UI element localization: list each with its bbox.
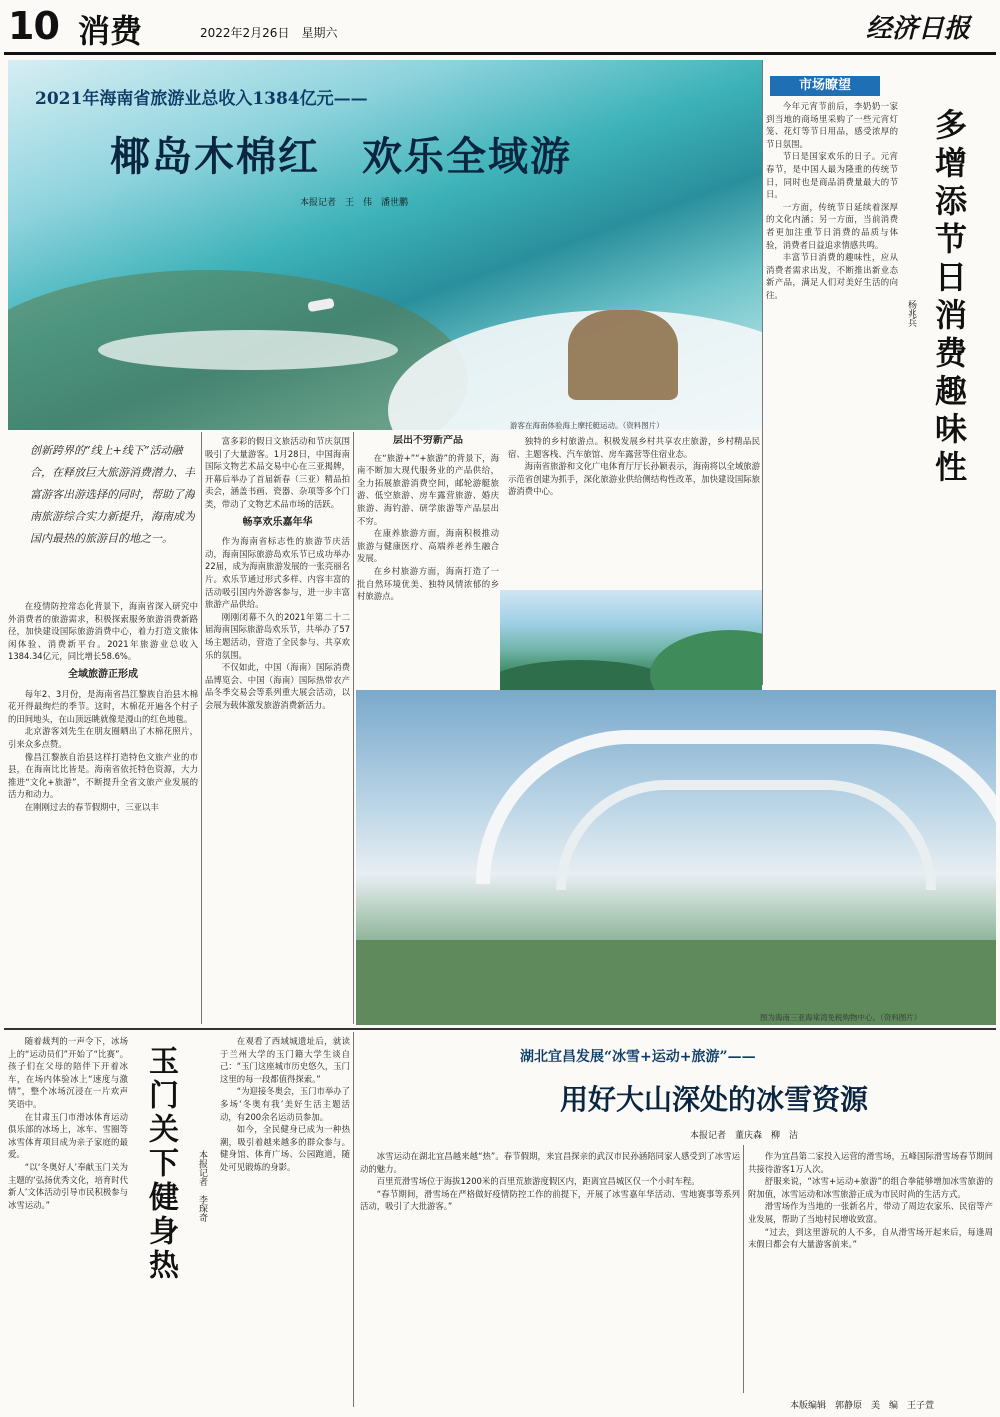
- paragraph: 不仅如此，中国（海南）国际消费品博览会、中国（海南）国际热带农产品冬季交易会等系列重大展会活动，以会展为载体激发旅游消费新活力。: [205, 662, 350, 710]
- market-column-title: 多增添节日消费趣味性: [930, 108, 968, 488]
- paragraph: “为迎接冬奥会，玉门市举办了多场‘冬奥有我’美好生活主题活动，有200余名运动员参加。: [220, 1086, 350, 1122]
- section-rule: [4, 1028, 996, 1030]
- paragraph: 舒服来说，“冰雪+运动+旅游”的组合拳能够增加冰雪旅游的附加值，冰雪运动和冰雪旅游正成为市民时尚的生活方式。: [748, 1176, 993, 1199]
- ice-byline: 本报记者 董庆森 柳 洁: [690, 1131, 799, 1141]
- paragraph: 在康养旅游方面，海南积极推动旅游与健康医疗、高端养老养生融合发展。: [357, 528, 499, 564]
- paragraph: 海南省旅游和文化广电体育厅厅长孙颖表示，海南将以全域旅游示范省创建为抓手，深化旅游业供给侧结构性改革，加快建设国际旅游消费中心。: [508, 461, 760, 497]
- ice-col2: [748, 1150, 993, 1390]
- pull-quote: 创新跨界的“线上+线下”活动融合，在释放巨大旅游消费潜力、丰富游客出游选择的同时，帮助了海南旅游综合实力新提升，海南成为国内最热的旅游目的地之一。: [30, 444, 195, 545]
- yumen-col1: [8, 1035, 128, 1405]
- masthead-rule: [4, 52, 996, 55]
- subhead: 层出不穷新产品: [393, 435, 463, 446]
- top-story-col4: [508, 435, 760, 585]
- subhead: 畅享欢乐嘉年华: [242, 516, 313, 528]
- paragraph: 在观看了西域城遗址后，就读于兰州大学的玉门籍大学生谈自己：“玉门这座城市历史悠久，玉门这里的每一段都值得探索。”: [220, 1036, 350, 1084]
- paragraph: 一方面，传统节日延续着深厚的文化内涵；另一方面，当前消费者更加注重节日消费的品质与体验，消费者日益追求情感共鸣。: [766, 201, 898, 250]
- paragraph: 在刚刚过去的春节假期中，三亚以丰: [24, 801, 159, 812]
- top-story-col1: [8, 600, 198, 1020]
- column-rule: [353, 1032, 354, 1407]
- ice-kicker: 湖北宜昌发展“冰雪+运动+旅游”——: [520, 1049, 756, 1065]
- paragraph: 作为海南省标志性的旅游节庆活动，海南国际旅游岛欢乐节已成功举办22届，成为海南旅游发展的一张亮丽名片。欢乐节通过形式多样、内容丰富的活动吸引国内外游客参与，进一步丰富旅游产品供给。: [205, 536, 350, 610]
- top-story-byline: 本报记者 王 伟 潘世鹏: [300, 198, 409, 208]
- paragraph: “春节期间，滑雪场在严格做好疫情防控工作的前提下，开展了冰雪嘉年华活动、雪地赛事等系列活动，吸引了大批游客。”: [360, 1188, 740, 1212]
- editor-credits: 本版编辑 郭静原 美 编 王子萱: [790, 1401, 935, 1411]
- newspaper-logo: 经济日报: [865, 14, 970, 44]
- paragraph: 在“旅游+”“+旅游”的背景下，海南不断加大现代服务业的产品供给，全力拓展旅游消费空间，邮轮游艇旅游、低空旅游、房车露营旅游、婚庆旅游、海钓游、研学旅游等产品层出不穷。: [357, 452, 499, 526]
- market-column-tag: 市场瞭望: [770, 76, 880, 96]
- top-story-kicker: 2021年海南省旅游业总收入1384亿元——: [35, 89, 368, 109]
- paragraph: “以‘冬奥好人’奉献玉门关为主题的‘弘扬优秀文化，培育时代新人’文体活动引导市民积极参与冰雪运动。”: [8, 1161, 128, 1210]
- column-rule: [353, 432, 354, 1024]
- column-rule: [762, 60, 763, 685]
- paragraph: 今年元宵节前后，李奶奶一家到当地的商场里采购了一些元宵灯笼、花灯等节日用品，感受浓厚的节日氛围。: [766, 101, 898, 149]
- paragraph: 独特的乡村旅游点。积极发展乡村共享农庄旅游，乡村精品民宿、主题客栈、汽车旅馆、房车露营等住宿业态。: [508, 436, 760, 459]
- paragraph: 北京游客刘先生在朋友圈晒出了木棉花照片，引来众多点赞。: [8, 726, 198, 749]
- jetski-photo: [8, 60, 763, 430]
- issue-date: 2022年2月26日 星期六: [200, 26, 338, 40]
- paragraph: 丰富节日消费的趣味性，应从消费者需求出发，不断推出新业态新产品，满足人们对美好生活的向往。: [766, 252, 898, 300]
- top-story-col3: [357, 435, 499, 640]
- paragraph: 随着裁判的一声令下，冰场上的“运动员们”开始了“比赛”。孩子们在父母的陪伴下开着冰车，在场内体验冰上“速度与激情”，整个冰场沉浸在一片欢声笑语中。: [8, 1036, 128, 1109]
- paragraph: 冰雪运动在湖北宜昌越来越“热”。春节假期，来宜昌探亲的武汉市民孙涵陪同家人感受到了冰雪运动的魅力。: [360, 1151, 740, 1174]
- paragraph: 刚刚闭幕不久的2021年第二十二届海南国际旅游岛欢乐节，共举办了57场主题活动，营造了全民参与、共享欢乐的氛围。: [205, 611, 350, 660]
- paragraph: 如今，全民健身已成为一种热潮，吸引着越来越多的群众参与。健身馆、体育广场、公园跑道，随处可见锻炼的身影。: [220, 1124, 350, 1172]
- market-column-author: 杨兆兵: [906, 300, 916, 327]
- column-rule: [743, 1145, 744, 1393]
- mall-photo-caption: 图为海南三亚海棠湾免税购物中心。（资料图片）: [760, 1013, 922, 1022]
- paragraph: 滑雪场作为当地的一张新名片，带动了周边农家乐、民宿等产业发展，帮助了当地村民增收致富。: [748, 1201, 993, 1224]
- duty-free-mall-photo: [356, 690, 996, 1025]
- ice-col1: [360, 1150, 740, 1400]
- paragraph: 像昌江黎族自治县这样打造特色文旅产业的市县，在海南比比皆是。海南省依托特色资源，大力推进“文化+旅游”，不断提升全省文旅产业发展的活力和动力。: [8, 751, 198, 800]
- section-title: 消费: [78, 12, 143, 50]
- yumen-col2: [220, 1035, 350, 1405]
- column-rule: [201, 432, 202, 1024]
- top-story-col2: [205, 435, 350, 1020]
- page-number: 10: [8, 4, 59, 48]
- subhead: 全域旅游正形成: [68, 668, 138, 680]
- paragraph: 百里荒滑雪场位于海拔1200米的百里荒旅游度假区内，距离宜昌城区仅一个小时车程。: [376, 1176, 700, 1187]
- paragraph: 在疫情防控常态化背景下，海南省深入研究中外消费者的旅游需求，积极探索服务旅游消费新路径，加快建设国际旅游消费中心，着力打造文旅体闲体验、消费新平台。2021年旅游业总收入1384.34亿元，同比增长58.6%。: [8, 601, 198, 662]
- coast-road-photo: [500, 590, 762, 700]
- paragraph: 富多彩的假日文旅活动和节庆氛围吸引了大量游客。1月28日，中国海南国际文物艺术品交易中心在三亚揭牌，开幕后举办了首届新春（三亚）精品拍卖会，涵盖书画、瓷器、杂项等多个门类，带动了文物艺术品市场的活跃。: [205, 436, 350, 509]
- paragraph: 节日是国家欢乐的日子。元宵春节，是中国人最为隆重的传统节日，同时也是商品消费量最大的节日。: [766, 151, 898, 200]
- market-column-body: [766, 100, 898, 680]
- paragraph: “过去，到这里游玩的人不多，自从滑雪场开起来后，每逢周末假日都会有大量游客前来。”: [748, 1226, 993, 1250]
- paragraph: 在乡村旅游方面，海南打造了一批自然环境优美、独特风情浓郁的乡村旅游点。: [357, 565, 499, 602]
- ice-headline: 用好大山深处的冰雪资源: [560, 1083, 869, 1116]
- top-story-headline: 椰岛木棉红 欢乐全域游: [110, 133, 572, 180]
- jetski-photo-caption: 游客在海南体验海上摩托艇运动。（资料图片）: [510, 421, 664, 430]
- yumen-headline: 玉门关下健身热: [143, 1045, 178, 1283]
- paragraph: 作为宜昌第二家投入运营的滑雪场，五峰国际滑雪场春节期间共接待游客1万人次。: [748, 1151, 993, 1174]
- paragraph: 每年2、3月份，是海南省昌江黎族自治县木棉花开得最绚烂的季节。这时，木棉花开遍各个村子的田间地头，在山顶远眺就像是漫山的红色地毯。: [8, 688, 198, 724]
- paragraph: 在甘肃玉门市滑冰体育运动俱乐部的冰场上，冰车、雪圈等冰雪体育项目成为亲子家庭的最爱。: [8, 1111, 128, 1160]
- yumen-byline: 本报记者 李琛奇: [197, 1150, 207, 1222]
